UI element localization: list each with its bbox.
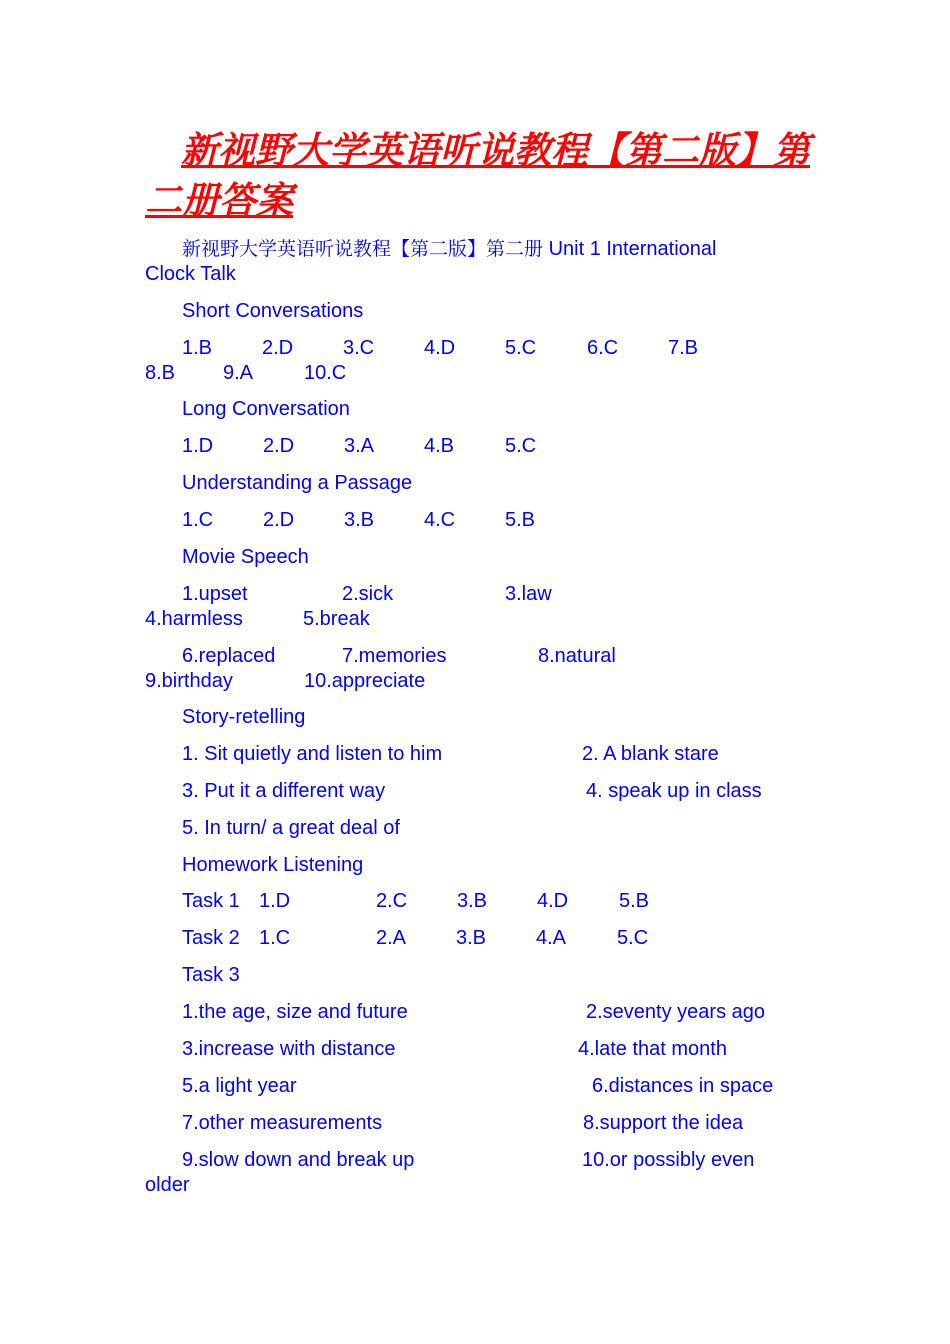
answer: 1.C: [182, 509, 214, 531]
answer: 1.D: [259, 890, 291, 912]
answer: 4.D: [424, 337, 456, 359]
answer: 4. speak up in class: [586, 780, 762, 802]
answer: 5.a light year: [182, 1075, 297, 1097]
section-heading-movie-speech: Movie Speech: [182, 546, 309, 568]
answer: 1.D: [182, 435, 214, 457]
unit-heading-cn: 新视野大学英语听说教程【第二版】第二册: [182, 238, 544, 260]
short-conversations-answers: [0, 336, 950, 386]
task-3-row-4: [0, 1111, 950, 1136]
task-2-answers: [0, 926, 950, 951]
task-3-row-1: [0, 1000, 950, 1025]
story-row-3: 5. In turn/ a great deal of: [182, 817, 400, 839]
answer: 5.B: [505, 509, 536, 531]
task-3-row-2: [0, 1037, 950, 1062]
title-line-2: 二册答案: [145, 179, 293, 222]
answer: 2. A blank stare: [582, 743, 719, 765]
unit-heading-en: Unit 1 International: [543, 238, 717, 260]
answer: 3.B: [456, 927, 487, 949]
task-3-row-3: [0, 1074, 950, 1099]
answer: 5.break: [303, 608, 370, 630]
answer: 3.increase with distance: [182, 1038, 396, 1060]
answer: 1.B: [182, 337, 213, 359]
answer: 6.replaced: [182, 645, 276, 667]
answer: 3.C: [343, 337, 375, 359]
task-label: Task 2: [182, 927, 240, 949]
section-heading-homework-listening: Homework Listening: [182, 854, 364, 876]
answer: 3.A: [344, 435, 375, 457]
answer: 5.C: [505, 435, 537, 457]
answer: 1.C: [259, 927, 291, 949]
document-title: [145, 126, 825, 226]
answer: 3.law: [505, 583, 552, 605]
section-heading-short-conversations: Short Conversations: [182, 300, 364, 322]
answer: 9.birthday: [145, 670, 233, 692]
answer: 2.C: [376, 890, 408, 912]
answer: 2.seventy years ago: [586, 1001, 765, 1023]
answer: 2.D: [263, 509, 295, 531]
answer: 4.C: [424, 509, 456, 531]
answer: 9.slow down and break up: [182, 1149, 415, 1171]
answer: 5.C: [617, 927, 649, 949]
answer: 2.sick: [342, 583, 394, 605]
section-heading-long-conversation: Long Conversation: [182, 398, 350, 420]
answer: 6.distances in space: [592, 1075, 774, 1097]
answer: 4.late that month: [578, 1038, 727, 1060]
answer: 8.natural: [538, 645, 616, 667]
answer: 1. Sit quietly and listen to him: [182, 743, 443, 765]
answer: 2.D: [262, 337, 294, 359]
story-row-2: [0, 779, 950, 804]
task-1-answers: [0, 889, 950, 914]
unit-heading: [182, 237, 716, 262]
passage-answers: [0, 508, 950, 533]
answer: 8.support the idea: [583, 1112, 744, 1134]
answer: 1.upset: [182, 583, 248, 605]
task-3-row-5: [0, 1148, 950, 1198]
answer: 4.B: [424, 435, 455, 457]
story-row-1: [0, 742, 950, 767]
section-heading-story-retelling: Story-retelling: [182, 706, 306, 728]
answer: 10.C: [304, 362, 347, 384]
answer: 9.A: [223, 362, 254, 384]
long-conversation-answers: [0, 434, 950, 459]
task-label: Task 1: [182, 890, 240, 912]
answer: 3.B: [344, 509, 375, 531]
answer: 2.A: [376, 927, 407, 949]
answer: 1.the age, size and future: [182, 1001, 408, 1023]
answer: 4.D: [537, 890, 569, 912]
answer: 5.B: [619, 890, 650, 912]
answer: 4.harmless: [145, 608, 243, 630]
answer: 7.memories: [342, 645, 447, 667]
answer: 6.C: [587, 337, 619, 359]
answer: 4.A: [536, 927, 567, 949]
answer: 7.other measurements: [182, 1112, 383, 1134]
task-3-label: Task 3: [182, 964, 240, 986]
answer: 2.D: [263, 435, 295, 457]
movie-speech-answers-2: [0, 644, 950, 694]
answer: 7.B: [668, 337, 699, 359]
answer: 8.B: [145, 362, 176, 384]
answer: 3.B: [457, 890, 488, 912]
title-line-1: 新视野大学英语听说教程【第二版】第: [181, 129, 810, 172]
answer: 3. Put it a different way: [182, 780, 386, 802]
unit-heading-line-2: Clock Talk: [145, 263, 236, 285]
answer-continuation: older: [145, 1174, 190, 1196]
answer: 5.C: [505, 337, 537, 359]
movie-speech-answers-1: [0, 582, 950, 632]
section-heading-understanding-a-passage: Understanding a Passage: [182, 472, 413, 494]
answer: 10.appreciate: [304, 670, 426, 692]
answer: 10.or possibly even: [582, 1149, 755, 1171]
